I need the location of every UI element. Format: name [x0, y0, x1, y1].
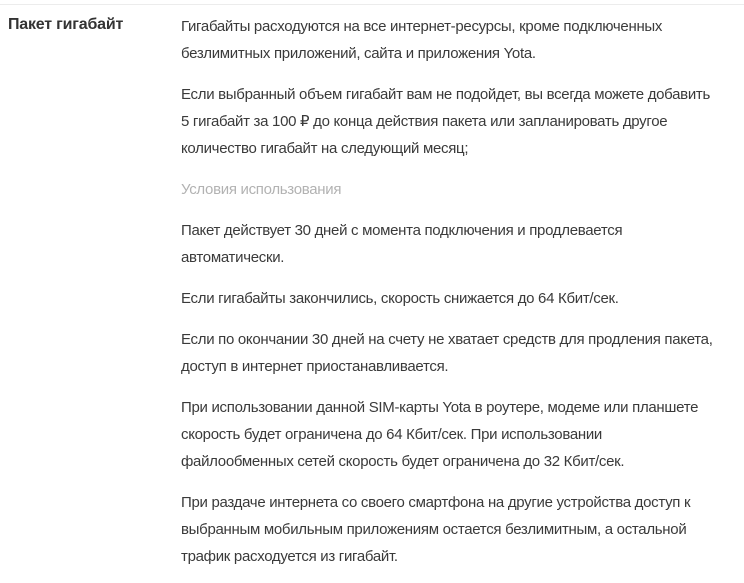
paragraph-insufficient-funds: Если по окончании 30 дней на счету не хватает средств для продления пакета, доступ в интернет приостанавливается. — [181, 331, 713, 375]
row-content-column — [181, 13, 733, 583]
row-label-column — [0, 13, 181, 37]
paragraph-sim-in-devices: При использовании данной SIM-карты Yota в роутере, модеме или планшете скорость будет ограничена до 64 Кбит/сек. При использовании файлообменных сетей скорость будет ограничена до 32 Кбит/сек. — [181, 399, 699, 470]
paragraph-speed-after-limit: Если гигабайты закончились, скорость снижается до 64 Кбит/сек. — [181, 290, 619, 307]
paragraph-tethering: При раздаче интернета со своего смартфона на другие устройства доступ к выбранным мобильным приложениям остается безлимитным, а остальной трафик расходуется из гигабайт. — [181, 494, 691, 565]
paragraph-package-duration: Пакет действует 30 дней с момента подключения и продлевается автоматически. — [181, 222, 623, 266]
package-gigabytes-row — [0, 4, 744, 583]
paragraph-add-gigabytes: Если выбранный объем гигабайт вам не подойдет, вы всегда можете добавить 5 гигабайт за 100 ₽ до конца действия пакета или запланировать другое количество гигабайт на следующий месяц; — [181, 86, 711, 157]
section-title: Пакет гигабайт — [8, 16, 124, 33]
terms-of-use-subheading: Условия использования — [181, 181, 342, 198]
paragraph-gigabytes-usage: Гигабайты расходуются на все интернет-ресурсы, кроме подключенных безлимитных приложений, сайта и приложения Yota. — [181, 18, 663, 62]
